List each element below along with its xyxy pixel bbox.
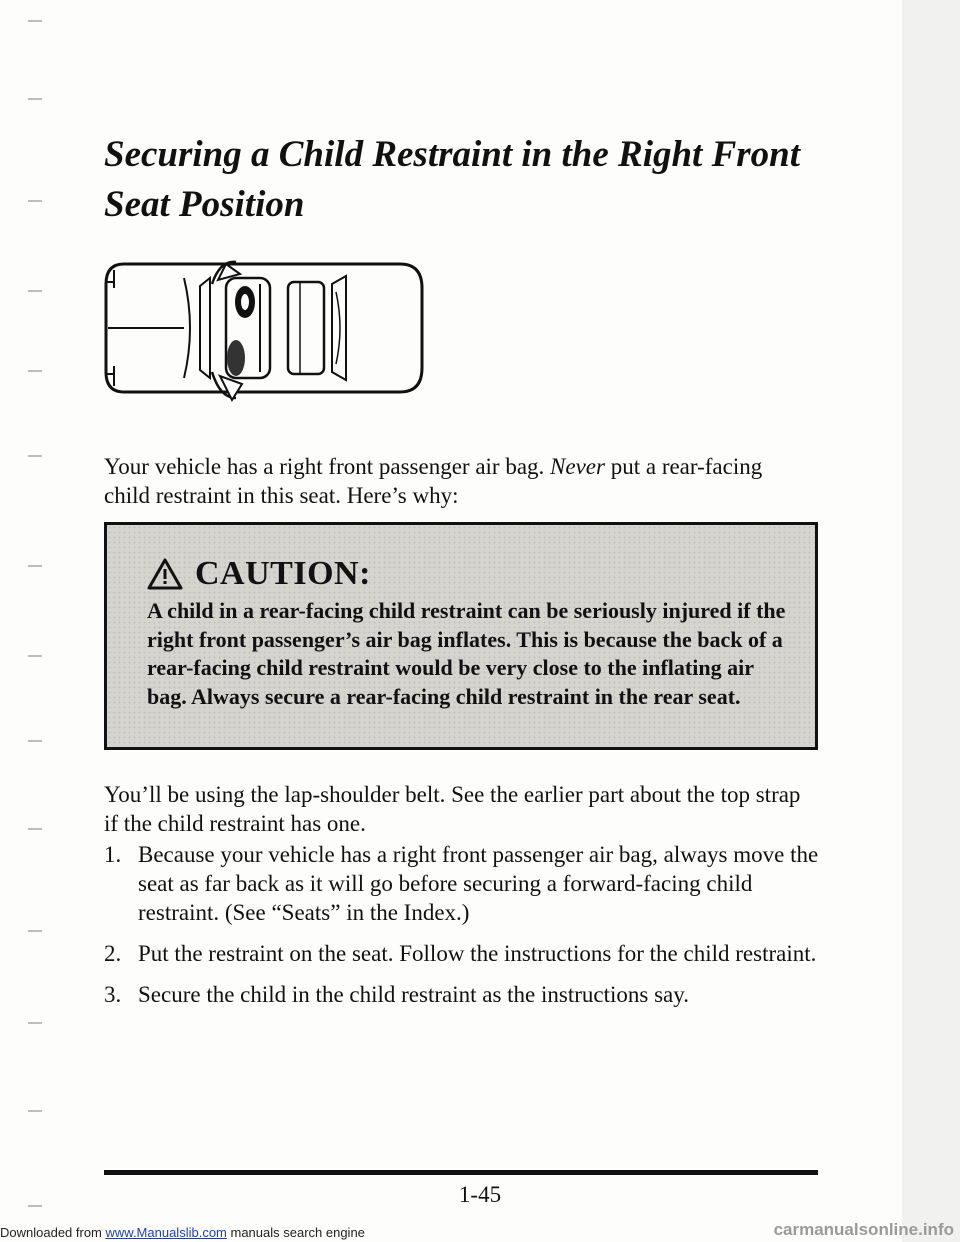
vehicle-top-view-diagram <box>100 248 430 418</box>
caution-label: CAUTION: <box>195 555 371 592</box>
page-number: 1-45 <box>458 1182 502 1207</box>
page-title: Securing a Child Restraint in the Right Front Seat Position <box>104 134 801 225</box>
intro-paragraph: Your vehicle has a right front passenger air bag. Never put a rear-facing child restraint in this seat. Here’s why: <box>104 454 763 508</box>
caution-text: A child in a rear-facing child restraint can be seriously injured if the right front passenger’s air bag inflates. This is because the back of a rear-facing child restraint would be very close to the inflating air bag. Always secure a rear-facing child restraint in the rear seat. <box>147 598 786 709</box>
caution-heading <box>147 555 371 593</box>
scan-edge-band <box>902 0 960 1242</box>
list-item: 1. Because your vehicle has a right front passenger air bag, always move the seat as far back as it will go before securing a forward-facing child restraint. (See “Seats” in the Index.) <box>104 842 819 925</box>
list-item: 2. Put the restraint on the seat. Follow the instructions for the child restraint. <box>104 941 817 966</box>
instruction-steps <box>104 840 824 1021</box>
footer-rule <box>104 1170 818 1175</box>
download-footer: Downloaded from www.Manualslib.com manuals search engine <box>0 1225 365 1240</box>
belt-note-paragraph: You’ll be using the lap-shoulder belt. See the earlier part about the top strap if the child restraint has one. <box>104 782 801 836</box>
warning-triangle-icon <box>147 558 183 590</box>
watermark: carmanualsonline.info <box>773 1220 954 1239</box>
manualslib-link[interactable]: www.Manualslib.com <box>105 1225 227 1240</box>
list-item: 3. Secure the child in the child restraint as the instructions say. <box>104 982 690 1007</box>
caution-box <box>104 522 818 750</box>
